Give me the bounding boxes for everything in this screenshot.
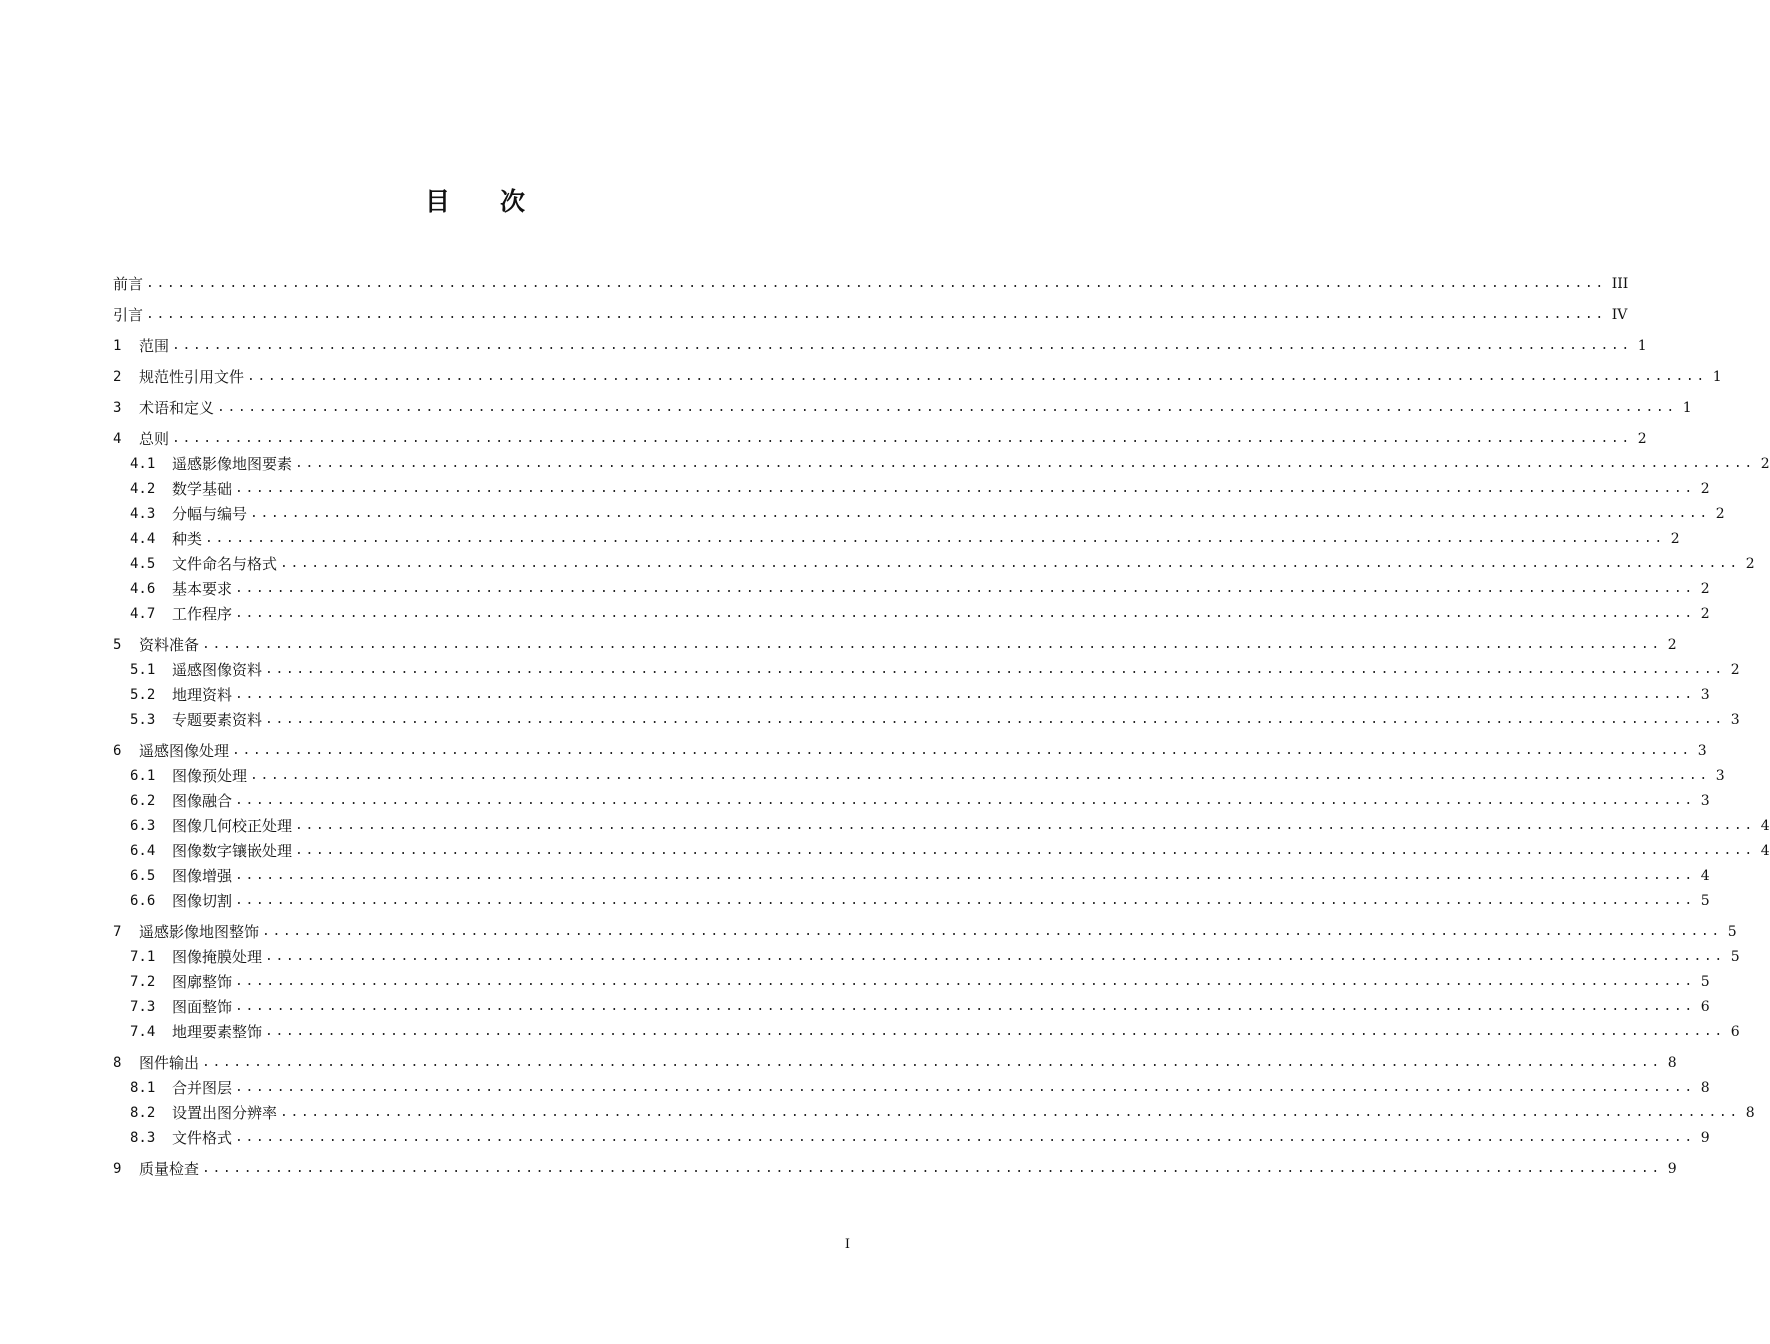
toc-entry-page: 9 <box>1700 1130 1710 1146</box>
toc-leader-dots: ............................................................................................................................................ <box>235 606 1695 621</box>
page-number: I <box>844 1237 850 1252</box>
toc-entry-number: 8.1 <box>130 1080 156 1096</box>
toc-entry[interactable] <box>113 704 1740 729</box>
page-title <box>0 182 950 218</box>
toc-entry-title: 地理要素整饰 <box>172 1023 263 1041</box>
toc-entry-title: 质量检查 <box>139 1160 200 1178</box>
toc-entry-page: 6 <box>1700 999 1710 1015</box>
toc-entry-page: 4 <box>1760 843 1770 859</box>
toc-entry-title: 前言 <box>113 275 144 293</box>
toc-entry[interactable] <box>113 386 1692 417</box>
toc-leader-dots: ............................................................................................................................................ <box>265 712 1725 727</box>
toc-entry-title: 范围 <box>139 337 170 355</box>
toc-entry[interactable] <box>113 885 1710 910</box>
toc-entry-number: 4.5 <box>130 556 156 572</box>
toc-entry-title: 图像预处理 <box>172 767 248 785</box>
toc-entry-title: 数学基础 <box>172 480 233 498</box>
toc-leader-dots: ............................................................................................................................................ <box>172 431 1632 446</box>
toc-entry-title: 地理资料 <box>172 686 233 704</box>
toc-entry-number: 5.3 <box>130 712 156 728</box>
toc-entry-page: 5 <box>1700 893 1710 909</box>
toc-entry-title: 文件格式 <box>172 1129 233 1147</box>
toc-entry-number: 3 <box>113 400 122 416</box>
toc-leader-dots: ............................................................................................................................................ <box>202 1055 1662 1070</box>
toc-leader-dots: ............................................................................................................................................ <box>280 556 1740 571</box>
toc-entry-title: 图像切割 <box>172 892 233 910</box>
toc-entry-number: 4.7 <box>130 606 156 622</box>
toc-entry-title: 遥感影像地图整饰 <box>139 923 260 941</box>
toc-entry-number: 6.5 <box>130 868 156 884</box>
toc-leader-dots: ............................................................................................................................................ <box>262 924 1722 939</box>
toc-entry-title: 图像增强 <box>172 867 233 885</box>
table-of-contents <box>113 262 1770 1178</box>
toc-entry-title: 图像几何校正处理 <box>172 817 293 835</box>
toc-entry-page: 3 <box>1700 687 1710 703</box>
toc-entry-title: 分幅与编号 <box>172 505 248 523</box>
toc-entry[interactable] <box>113 448 1770 473</box>
toc-entry-page: 5 <box>1727 924 1737 940</box>
toc-entry-page: 1 <box>1712 369 1722 385</box>
toc-entry[interactable] <box>113 785 1710 810</box>
toc-entry-number: 6.1 <box>130 768 156 784</box>
toc-entry[interactable] <box>113 860 1710 885</box>
toc-entry-title: 种类 <box>172 530 203 548</box>
toc-entry-title: 引言 <box>113 306 144 324</box>
toc-entry[interactable] <box>113 1016 1740 1041</box>
toc-leader-dots: ............................................................................................................................................ <box>232 743 1692 758</box>
toc-entry-number: 8 <box>113 1055 122 1071</box>
toc-entry[interactable] <box>113 598 1710 623</box>
toc-entry[interactable] <box>113 324 1647 355</box>
toc-leader-dots: ............................................................................................................................................ <box>146 276 1606 291</box>
toc-leader-dots: ............................................................................................................................................ <box>235 1130 1695 1145</box>
toc-entry[interactable] <box>113 473 1710 498</box>
toc-entry-title: 文件命名与格式 <box>172 555 278 573</box>
toc-entry-page: 2 <box>1760 456 1770 472</box>
toc-entry[interactable] <box>113 498 1725 523</box>
toc-entry[interactable] <box>113 654 1740 679</box>
toc-entry-title: 遥感图像处理 <box>139 742 230 760</box>
toc-entry-title: 总则 <box>139 430 170 448</box>
toc-entry-page: 4 <box>1760 818 1770 834</box>
toc-entry-page: 2 <box>1700 481 1710 497</box>
toc-entry-number: 2 <box>113 369 122 385</box>
toc-entry-page: 4 <box>1700 868 1710 884</box>
toc-entry-number: 4.4 <box>130 531 156 547</box>
toc-entry-page: 1 <box>1682 400 1692 416</box>
toc-entry-page: 3 <box>1697 743 1707 759</box>
toc-entry[interactable] <box>113 1041 1677 1072</box>
toc-leader-dots: ............................................................................................................................................ <box>217 400 1677 415</box>
toc-entry-number: 6 <box>113 743 122 759</box>
toc-entry-page: 8 <box>1700 1080 1710 1096</box>
toc-entry-page: 3 <box>1715 768 1725 784</box>
toc-entry-number: 4.2 <box>130 481 156 497</box>
toc-entry-page: 2 <box>1730 662 1740 678</box>
toc-entry[interactable] <box>113 548 1755 573</box>
toc-entry[interactable] <box>113 355 1722 386</box>
toc-entry-number: 4.6 <box>130 581 156 597</box>
toc-entry-page: 3 <box>1730 712 1740 728</box>
toc-entry-title: 图廓整饰 <box>172 973 233 991</box>
toc-entry-page: III <box>1611 276 1629 292</box>
toc-entry-page: 2 <box>1670 531 1680 547</box>
toc-entry-page: 2 <box>1637 431 1647 447</box>
toc-leader-dots: ............................................................................................................................................ <box>235 581 1695 596</box>
toc-entry-number: 6.4 <box>130 843 156 859</box>
toc-entry-title: 术语和定义 <box>139 399 215 417</box>
toc-entry[interactable] <box>113 1147 1677 1178</box>
toc-leader-dots: ............................................................................................................................................ <box>235 687 1695 702</box>
toc-leader-dots: ............................................................................................................................................ <box>295 843 1755 858</box>
toc-entry-number: 7.4 <box>130 1024 156 1040</box>
toc-entry-page: 2 <box>1667 637 1677 653</box>
toc-leader-dots: ............................................................................................................................................ <box>295 456 1755 471</box>
toc-entry[interactable] <box>113 835 1770 860</box>
toc-entry[interactable] <box>113 760 1725 785</box>
toc-entry-number: 1 <box>113 338 122 354</box>
toc-leader-dots: ............................................................................................................................................ <box>146 307 1606 322</box>
toc-entry-number: 5.1 <box>130 662 156 678</box>
toc-leader-dots: ............................................................................................................................................ <box>265 949 1725 964</box>
toc-leader-dots: ............................................................................................................................................ <box>235 999 1695 1014</box>
toc-entry-number: 8.2 <box>130 1105 156 1121</box>
toc-entry-number: 9 <box>113 1161 122 1177</box>
toc-entry-number: 7.2 <box>130 974 156 990</box>
toc-entry[interactable] <box>113 573 1710 598</box>
toc-entry-page: 5 <box>1730 949 1740 965</box>
toc-entry-title: 设置出图分辨率 <box>172 1104 278 1122</box>
toc-entry-title: 专题要素资料 <box>172 711 263 729</box>
toc-leader-dots: ............................................................................................................................................ <box>172 338 1632 353</box>
toc-entry[interactable] <box>113 991 1710 1016</box>
toc-leader-dots: ............................................................................................................................................ <box>235 974 1695 989</box>
toc-entry[interactable] <box>113 417 1647 448</box>
toc-entry[interactable] <box>113 523 1680 548</box>
toc-entry-page: 2 <box>1700 581 1710 597</box>
toc-entry-page: 2 <box>1700 606 1710 622</box>
toc-entry-page: 1 <box>1637 338 1647 354</box>
toc-entry-page: 8 <box>1745 1105 1755 1121</box>
toc-leader-dots: ............................................................................................................................................ <box>202 1161 1662 1176</box>
toc-leader-dots: ............................................................................................................................................ <box>265 1024 1725 1039</box>
toc-leader-dots: ............................................................................................................................................ <box>247 369 1707 384</box>
toc-entry[interactable] <box>113 623 1677 654</box>
toc-entry-title: 资料准备 <box>139 636 200 654</box>
toc-entry-title: 图件输出 <box>139 1054 200 1072</box>
toc-entry-page: IV <box>1611 307 1628 323</box>
toc-entry-page: 3 <box>1700 793 1710 809</box>
toc-entry[interactable] <box>113 1122 1710 1147</box>
toc-entry-number: 7.1 <box>130 949 156 965</box>
toc-entry-number: 6.6 <box>130 893 156 909</box>
toc-entry-number: 5.2 <box>130 687 156 703</box>
toc-entry-title: 遥感影像地图要素 <box>172 455 293 473</box>
toc-entry[interactable] <box>113 810 1770 835</box>
toc-entry-title: 图像融合 <box>172 792 233 810</box>
toc-entry-number: 5 <box>113 637 122 653</box>
toc-leader-dots: ............................................................................................................................................ <box>265 662 1725 677</box>
toc-entry[interactable] <box>113 262 1629 293</box>
toc-entry[interactable] <box>113 941 1740 966</box>
toc-entry[interactable] <box>113 679 1710 704</box>
toc-entry-number: 4.3 <box>130 506 156 522</box>
toc-entry-number: 6.2 <box>130 793 156 809</box>
toc-entry-title: 图像掩膜处理 <box>172 948 263 966</box>
toc-leader-dots: ............................................................................................................................................ <box>295 818 1755 833</box>
toc-entry-page: 2 <box>1715 506 1725 522</box>
toc-entry-page: 2 <box>1745 556 1755 572</box>
toc-entry[interactable] <box>113 293 1628 324</box>
toc-entry[interactable] <box>113 910 1737 941</box>
toc-entry-title: 图面整饰 <box>172 998 233 1016</box>
toc-entry[interactable] <box>113 1072 1710 1097</box>
toc-leader-dots: ............................................................................................................................................ <box>205 531 1665 546</box>
toc-entry[interactable] <box>113 966 1710 991</box>
toc-leader-dots: ............................................................................................................................................ <box>235 868 1695 883</box>
toc-leader-dots: ............................................................................................................................................ <box>250 768 1710 783</box>
toc-entry-title: 合并图层 <box>172 1079 233 1097</box>
toc-entry-number: 7.3 <box>130 999 156 1015</box>
toc-leader-dots: ............................................................................................................................................ <box>235 1080 1695 1095</box>
toc-entry-title: 规范性引用文件 <box>139 368 245 386</box>
toc-leader-dots: ............................................................................................................................................ <box>202 637 1662 652</box>
page-title-right: 次 <box>500 187 526 216</box>
toc-leader-dots: ............................................................................................................................................ <box>235 481 1695 496</box>
toc-entry[interactable] <box>113 1097 1755 1122</box>
toc-entry-title: 图像数字镶嵌处理 <box>172 842 293 860</box>
toc-leader-dots: ............................................................................................................................................ <box>250 506 1710 521</box>
toc-entry-page: 8 <box>1667 1055 1677 1071</box>
toc-entry-title: 工作程序 <box>172 605 233 623</box>
toc-entry-number: 6.3 <box>130 818 156 834</box>
toc-entry-number: 4.1 <box>130 456 156 472</box>
toc-entry-page: 9 <box>1667 1161 1677 1177</box>
toc-entry[interactable] <box>113 729 1707 760</box>
page-title-left: 目 <box>424 187 450 216</box>
toc-entry-number: 8.3 <box>130 1130 156 1146</box>
toc-entry-title: 遥感图像资料 <box>172 661 263 679</box>
toc-leader-dots: ............................................................................................................................................ <box>235 893 1695 908</box>
toc-leader-dots: ............................................................................................................................................ <box>280 1105 1740 1120</box>
toc-entry-title: 基本要求 <box>172 580 233 598</box>
toc-entry-page: 6 <box>1730 1024 1740 1040</box>
toc-entry-number: 7 <box>113 924 122 940</box>
toc-entry-page: 5 <box>1700 974 1710 990</box>
toc-leader-dots: ............................................................................................................................................ <box>235 793 1695 808</box>
toc-entry-number: 4 <box>113 431 122 447</box>
